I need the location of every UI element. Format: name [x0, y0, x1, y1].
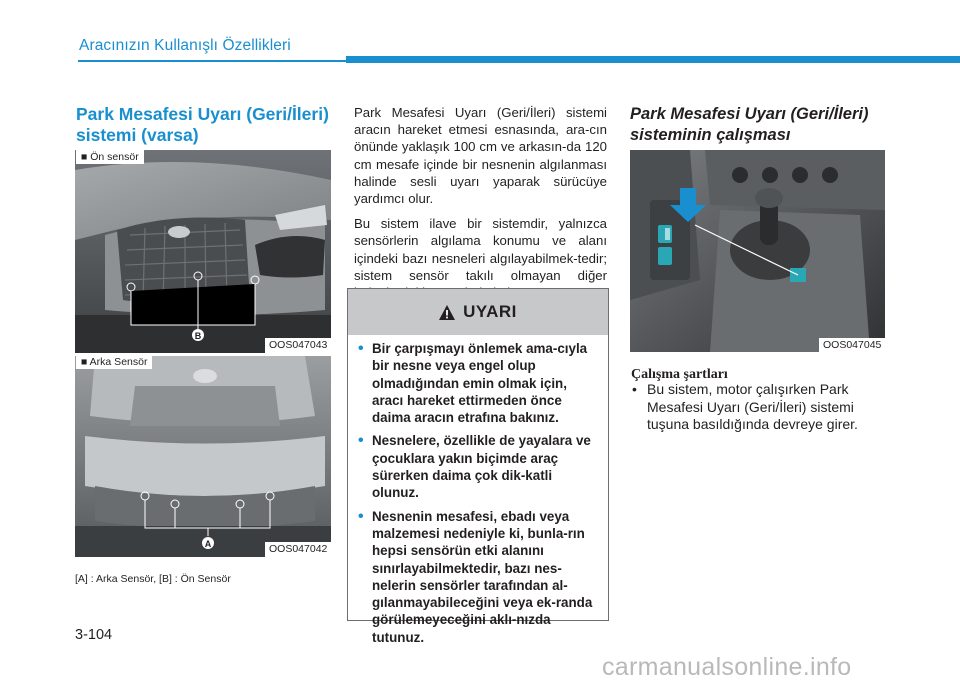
- warning-box: [347, 288, 609, 645]
- front-car-illustration: [75, 150, 331, 353]
- front-sensor-caption: ■ Ön sensör: [76, 150, 144, 164]
- console-illustration: [630, 150, 885, 352]
- warning-item: • Nesnenin mesafesi, ebadı veya malzemesi nedeniyle ki, bunla-rın hepsi sensörün etki alanını sınırlayabilmektedir, bazı nes-nelerin sensörler tarafından al-gılanmayabileceğini veya ek-randa görülemeyeceğini aklı-nızda tutunuz.: [358, 507, 593, 645]
- warning-item: • Nesnelere, özellikle de yayalara ve çocuklara yakın biçimde araç sürerken daima çok dik-katli olunuz.: [358, 432, 591, 501]
- warning-item: • Bir çarpışmayı önlemek ama-cıyla bir nesne veya engel olup olmadığından emin olmak için, aracı hareket ettirmeden önce daima aracın etrafına bakınız.: [358, 340, 588, 426]
- description-paragraph-2: Bu sistem ilave bir sistemdir, yalnızca sensörlerin algılama konumu ve alanı içindeki bazı nesneleri algılayabilmek-tedir; sistem sensör takılı olmayan diğer: [354, 216, 607, 283]
- front-photo-code: OOS047043: [265, 338, 331, 353]
- rear-sensor-photo: [75, 356, 331, 557]
- header-rule-thin: [78, 60, 346, 62]
- watermark: carmanualsonline.info: [602, 653, 852, 681]
- warning-triangle-icon: [439, 305, 455, 320]
- bullet-dot: •: [632, 381, 637, 397]
- marker-a: A: [204, 539, 212, 549]
- conditions-bullet: [632, 381, 886, 434]
- conditions-bullet-text: Bu sistem, motor çalışırken Park Mesafesi Uyarı (Geri/İleri) sistemi tuşuna basıldığında devreye girer.: [647, 381, 858, 432]
- bullet-dot: •: [358, 340, 364, 357]
- warning-list: [358, 340, 600, 652]
- bullet-dot: •: [358, 507, 364, 525]
- bullet-dot: •: [358, 432, 364, 450]
- console-switch-photo: [630, 150, 885, 352]
- section-title: Park Mesafesi Uyarı (Geri/İleri) sistemi (varsa): [76, 104, 329, 145]
- figure-footnote: [A] : Arka Sensör, [B] : Ön Sensör: [75, 573, 231, 585]
- rear-car-illustration: [75, 356, 331, 557]
- warning-title: UYARI: [463, 302, 517, 321]
- operation-title: Park Mesafesi Uyarı (Geri/İleri) sisteminin çalışması: [630, 105, 869, 144]
- page-number: 3-104: [75, 627, 113, 643]
- description-paragraph-1: Park Mesafesi Uyarı (Geri/İleri) sistemi aracın hareket etmesi esnasında, ara-cın önünde yaklaşık 100 cm ve arkasın-da 120 cm mesafe içinde bir nesnenin algılanması halinde sesli uyarı yaparak sürücüye yardımcı olur.: [354, 105, 607, 207]
- chapter-title: Aracınızın Kullanışlı Özellikleri: [79, 37, 291, 54]
- description-text: [354, 104, 607, 309]
- rear-sensor-caption: ■ Arka Sensör: [76, 355, 152, 369]
- warning-header: [348, 289, 608, 335]
- console-photo-code: OOS047045: [819, 338, 885, 353]
- marker-b: B: [194, 331, 202, 341]
- conditions-subheading: Çalışma şartları: [631, 367, 728, 382]
- rear-photo-code: OOS047042: [265, 542, 331, 557]
- front-sensor-photo: [75, 150, 331, 353]
- header-rule-thick: [346, 56, 960, 63]
